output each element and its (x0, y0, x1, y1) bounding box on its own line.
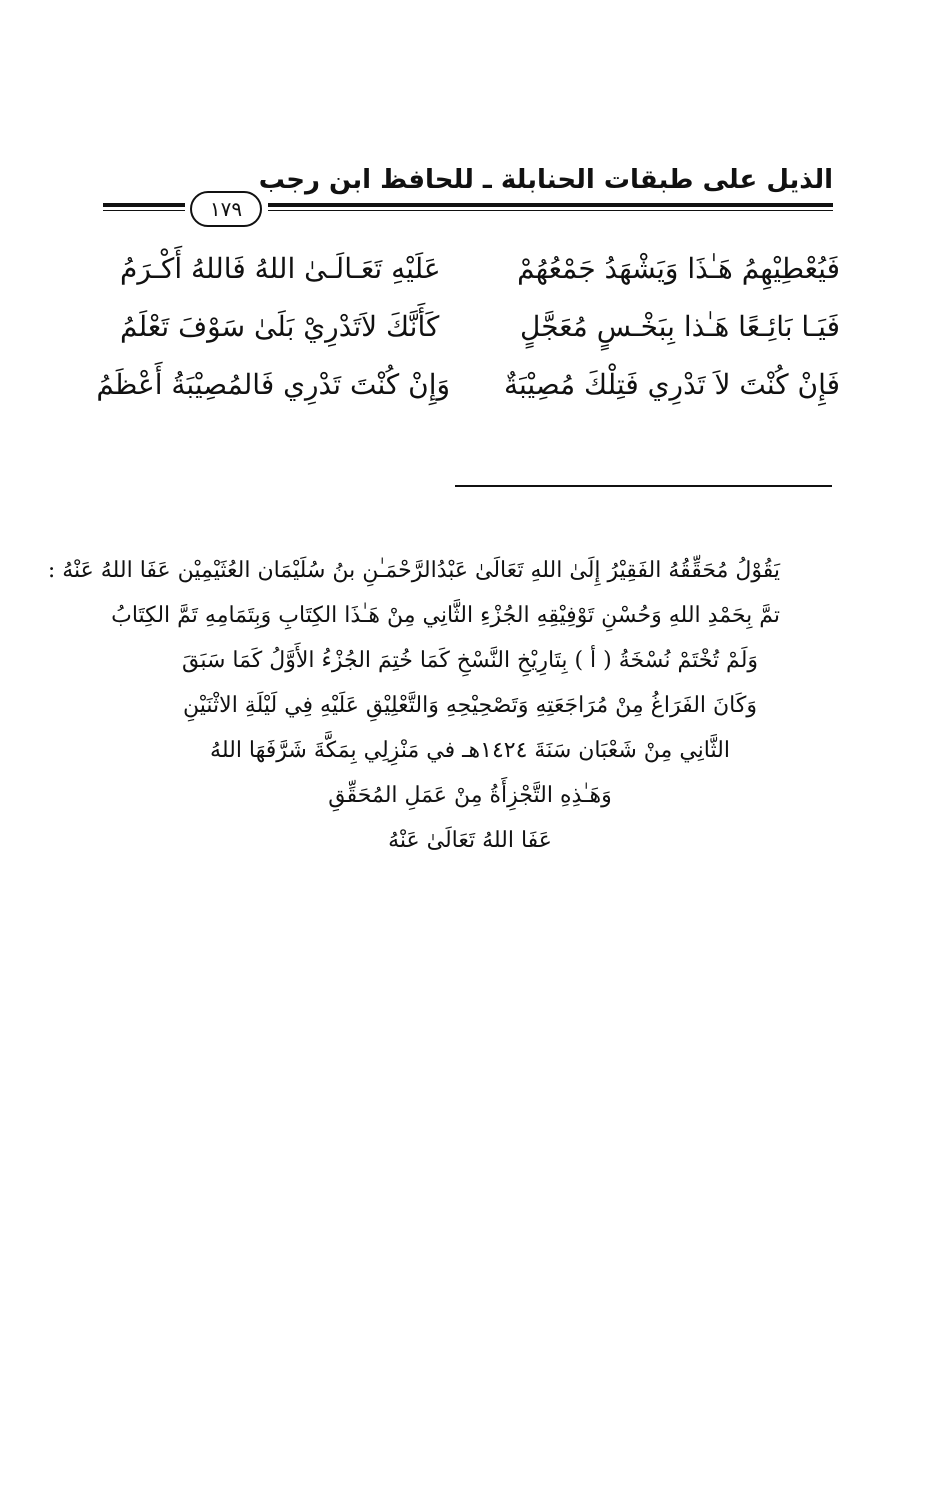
header-rule-thick (103, 203, 185, 207)
colophon-line: عَفَا اللهُ تَعَالَىٰ عَنْهُ (388, 828, 552, 853)
header-rule-left (103, 203, 185, 213)
poem (96, 240, 840, 414)
verse-first-hemistich: فَإِنْ كُنْتَ لاَ تَدْرِي فَتِلْكَ مُصِيْبَةٌ (503, 368, 840, 401)
header-rule-right (268, 203, 833, 213)
verse-second-hemistich: كَأَنَّكَ لاَتَدْرِيْ بَلَىٰ سَوْفَ تَعْلَمُ (120, 310, 440, 343)
colophon-line: وَهَـٰذِهِ التَّجْزِأَةُ مِنْ عَمَلِ المُحَقِّقِ (328, 783, 612, 808)
header-rule-thin (103, 210, 185, 211)
verse-second-hemistich: وَإِنْ كُنْتَ تَدْرِي فَالمُصِيْبَةُ أَعْظَمُ (96, 368, 450, 401)
page-number: ١٧٩ (190, 191, 262, 227)
header-rule-thick (268, 203, 833, 207)
header-rule-thin (268, 210, 833, 211)
verse-second-hemistich: عَلَيْهِ تَعَـالَـىٰ اللهُ فَاللهُ أَكْـرَمُ (120, 252, 441, 285)
colophon-line: وَلَمْ تُخْتَمْ نُسْخَةُ ( أ ) بِتَارِيْخِ النَّسْخِ كَمَا خُتِمَ الجُزْءُ الأَوَّلُ كَمَا سَبَقَ (181, 648, 759, 673)
colophon (47, 548, 780, 863)
verse-3 (96, 356, 840, 414)
verse-first-hemistich: فَيُعْطِيْهِمُ هَـٰذَا وَيَشْهَدُ جَمْعُهُمْ (517, 252, 840, 285)
verse-2 (120, 298, 840, 356)
colophon-line: الثَّانِي مِنْ شَعْبَان سَنَةَ ١٤٢٤هـ في مَنْزِلِي بِمَكَّةَ شَرَّفَهَا اللهُ (210, 738, 730, 763)
colophon-line: وَكَانَ الفَرَاغُ مِنْ مُرَاجَعَتِهِ وَتَصْحِيْحِهِ وَالتَّعْلِيْقِ عَلَيْهِ فِي لَيْلَةِ الاثْنَيْنِ (183, 693, 757, 718)
verse-first-hemistich: فَيَـا بَائِـعًا هَـٰذا بِبَخْـسٍ مُعَجَّلٍ (520, 310, 840, 343)
verse-1 (120, 240, 840, 298)
running-title: الذيل على طبقات الحنابلة ـ للحافظ ابن رجب (258, 165, 833, 195)
colophon-line: يَقُوْلُ مُحَقِّقُهُ الفَقِيْرُ إِلَىٰ اللهِ تَعَالَىٰ عَبْدُالرَّحْمَـٰنِ بنُ سُلَيْمَان العُثَيْمِيْن عَفَا اللهُ عَنْهُ : (47, 558, 780, 583)
section-divider (455, 485, 832, 487)
colophon-line: تمَّ بِحَمْدِ اللهِ وَحُسْنِ تَوْفِيْقِهِ الجُزْءِ الثَّانِي مِنْ هَـٰذَا الكِتَابِ وَبِتَمَامِهِ تَمَّ الكِتَابُ (111, 603, 780, 628)
